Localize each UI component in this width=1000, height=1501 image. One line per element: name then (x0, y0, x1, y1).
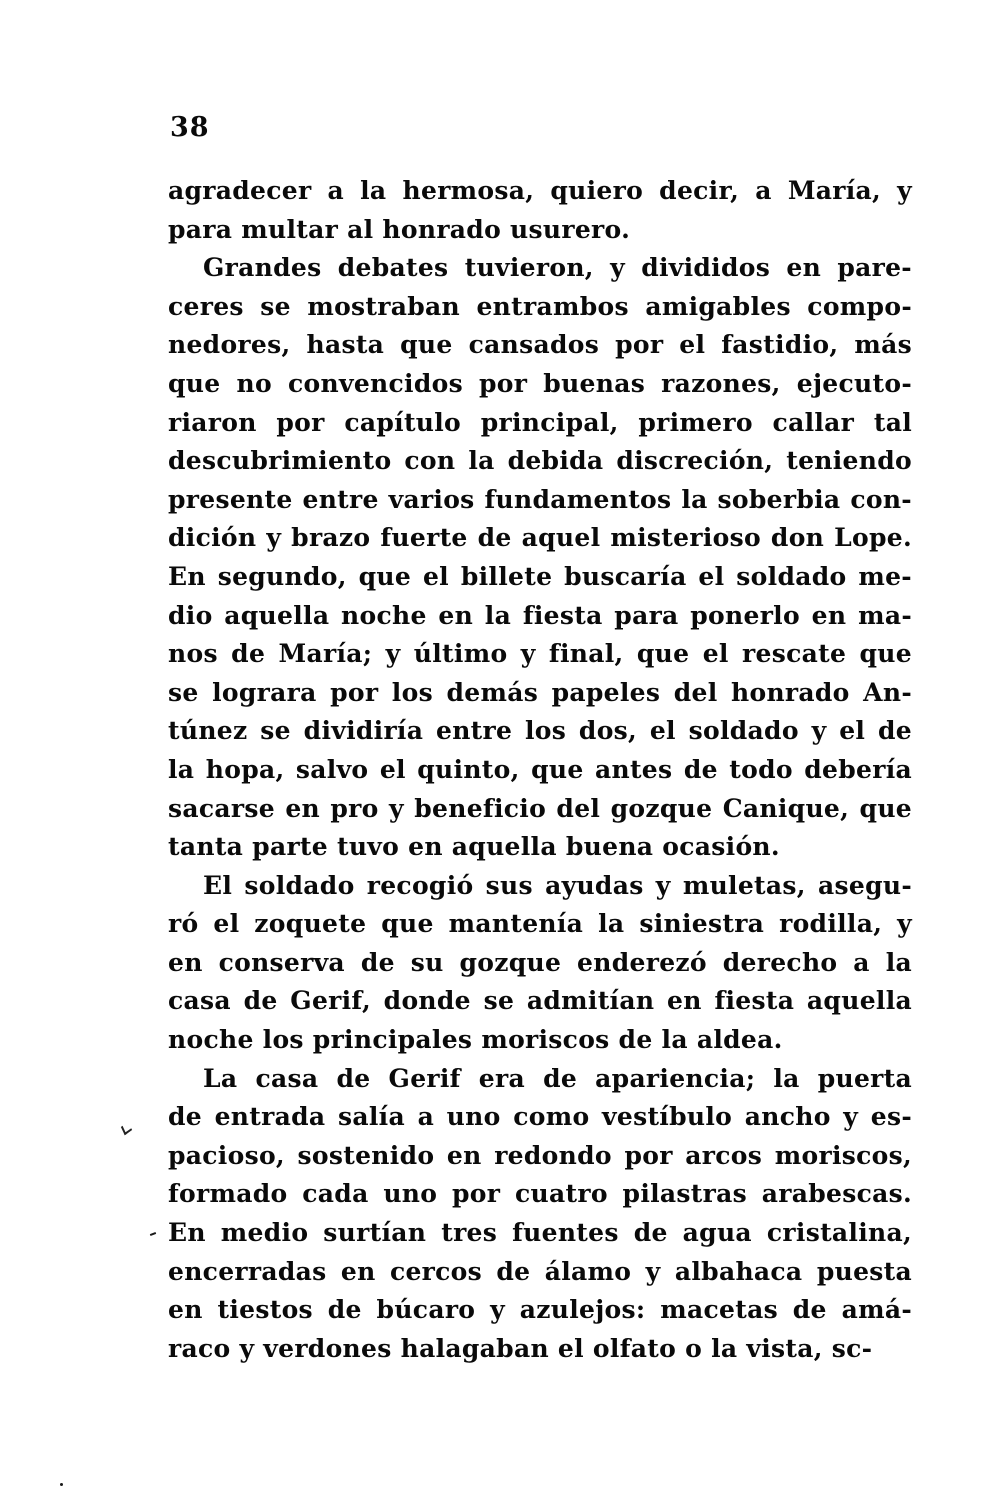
text-line: túnez se dividiría entre los dos, el soldado y el de (168, 716, 912, 746)
text-line: riaron por capítulo principal, primero callar tal (168, 407, 912, 437)
text-line: descubrimiento con la debida discreción, teniendo (168, 446, 912, 476)
text-line: La casa de Gerif era de apariencia; la puerta (203, 1063, 912, 1093)
text-line: En medio surtían tres fuentes de agua cristalina, (168, 1218, 912, 1248)
text-line: Grandes debates tuvieron, y divididos en pare- (203, 253, 912, 283)
text-line: nedores, hasta que cansados por el fastidio, más (168, 330, 912, 360)
text-line: nos de María; y último y final, que el rescate que (168, 639, 912, 669)
text-line: casa de Gerif, donde se admitían en fiesta aquella (168, 986, 912, 1016)
text-line: dición y brazo fuerte de aquel misterioso don Lope. (168, 523, 912, 553)
text-line: de entrada salía a uno como vestíbulo ancho y es- (168, 1102, 912, 1132)
text-block (168, 172, 912, 1368)
text-line: El soldado recogió sus ayudas y muletas, asegu- (203, 870, 912, 900)
text-line: En segundo, que el billete buscaría el soldado me- (168, 561, 912, 591)
text-line: pacioso, sostenido en redondo por arcos moriscos, (168, 1140, 912, 1170)
text-line: que no convencidos por buenas razones, ejecuto- (168, 368, 912, 398)
page-number: 38 (170, 112, 210, 143)
text-line: raco y verdones halagaban el olfato o la vista, sc- (168, 1333, 873, 1363)
text-line: dio aquella noche en la fiesta para ponerlo en ma- (168, 600, 912, 630)
text-line: ceres se mostraban entrambos amigables compo- (168, 291, 912, 321)
text-line: en tiestos de búcaro y azulejos: macetas de amá- (168, 1295, 912, 1325)
text-line: presente entre varios fundamentos la soberbia con- (168, 484, 912, 514)
text-line: tanta parte tuvo en aquella buena ocasión. (168, 832, 780, 862)
text-line: la hopa, salvo el quinto, que antes de todo debería (168, 754, 912, 784)
scan-speck-icon (150, 1232, 156, 1236)
scan-speck-icon (121, 1122, 132, 1135)
text-line: en conserva de su gozque enderezó derecho a la (168, 947, 912, 977)
text-line: encerradas en cercos de álamo y albahaca puesta (168, 1256, 912, 1286)
text-line: agradecer a la hermosa, quiero decir, a María, y (168, 176, 912, 205)
text-line: para multar al honrado usurero. (168, 214, 631, 244)
text-line: formado cada uno por cuatro pilastras arabescas. (168, 1179, 912, 1209)
text-line: ró el zoquete que mantenía la siniestra rodilla, y (168, 909, 912, 939)
text-line: sacarse en pro y beneficio del gozque Canique, que (168, 793, 912, 823)
text-line: se lograra por los demás papeles del honrado An- (168, 677, 912, 707)
text-line: noche los principales moriscos de la aldea. (168, 1025, 783, 1055)
scan-speck-icon (60, 1483, 63, 1486)
